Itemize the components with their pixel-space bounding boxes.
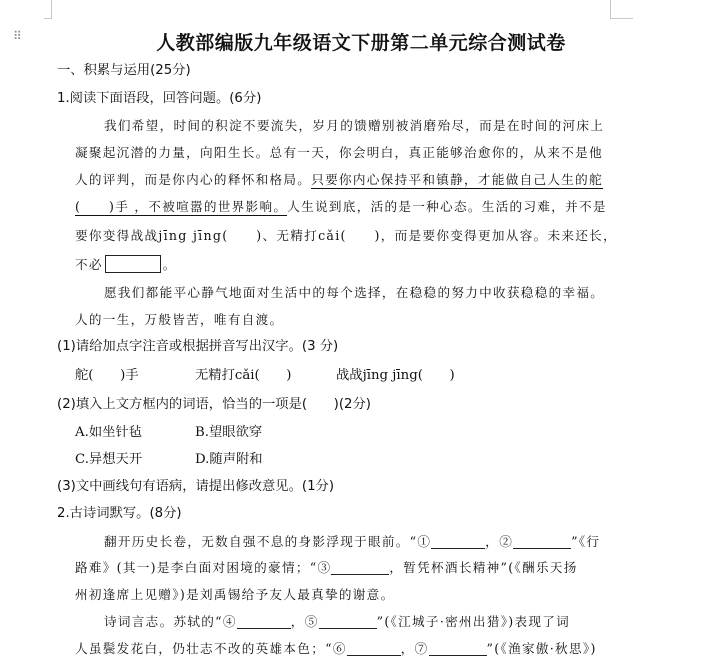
poem-line: [75, 639, 597, 659]
passage-text: 人生说到底，活的是一种心态。生活的习难，并不是: [287, 199, 607, 214]
poem-text: 人虽鬓发花白，仍壮志不改的英雄本色；“⑥: [75, 641, 347, 656]
passage-text: 人的评判，而是你内心的释怀和格局。: [75, 172, 312, 187]
poem-text: ，⑤: [290, 614, 319, 629]
sub-question-1: (1)请给加点字注音或根据拼音写出汉字。(3 分): [57, 339, 339, 354]
passage-text: 不必: [75, 257, 103, 272]
poem-text: 翻开历史长卷，无数自强不息的身影浮现于眼前。“①: [104, 534, 432, 549]
fill-blank[interactable]: [431, 534, 485, 549]
section-heading: 一、积累与运用(25分): [57, 63, 191, 78]
poem-line: [104, 612, 570, 632]
poem-text: 诗词言志。苏轼的“④: [104, 614, 237, 629]
passage-line: 凝聚起沉潜的力量，向阳生长。总有一天，你会明白，真正能够治愈你的，从来不是他: [75, 145, 603, 160]
passage-line: [75, 170, 603, 190]
poem-text: 路难》(其一)是李白面对困境的豪情；“③: [75, 560, 332, 575]
pinyin-item: 舵( )手: [75, 368, 139, 383]
passage-line: [75, 197, 607, 217]
fill-blank[interactable]: [331, 560, 389, 575]
fill-blank[interactable]: [429, 641, 487, 656]
answer-box[interactable]: [105, 255, 161, 273]
passage-text: 。: [162, 257, 177, 272]
passage-line: 要你变得战战jīng jīng( )、无精打cǎi( )，而是要你变得更加从容。未来还长，: [75, 228, 617, 243]
fill-blank[interactable]: [513, 534, 571, 549]
option-c: C.异想天开: [75, 452, 143, 467]
page-title: 人教部编版九年级语文下册第二单元综合测试卷: [156, 32, 566, 54]
fill-blank[interactable]: [347, 641, 401, 656]
option-d: D.随声附和: [195, 452, 263, 467]
question-2-heading: 2.古诗词默写。(8分): [57, 506, 182, 521]
poem-text: ”《行: [571, 534, 601, 549]
underlined-sentence: 只要你内心保持平和镇静，才能做自己人生的舵: [311, 172, 603, 187]
poem-text: ，②: [485, 534, 514, 549]
fill-blank[interactable]: [319, 614, 377, 629]
underlined-sentence: ( )手 ，不被喧嚣的世界影响。: [75, 199, 288, 214]
pinyin-item: 战战jīng jīng( ): [336, 368, 455, 383]
poem-line: [75, 558, 578, 578]
poem-line: [104, 532, 600, 552]
passage-line: 人的一生，万般皆苦，唯有自渡。: [75, 312, 284, 327]
passage-line: 我们希望，时间的积淀不要流失，岁月的馈赠别被消磨殆尽，而是在时间的河床上: [104, 118, 605, 133]
option-b: B.望眼欲穿: [195, 425, 263, 440]
poem-text: ，⑦: [400, 641, 429, 656]
passage-line: 愿我们都能平心静气地面对生活中的每个选择，在稳稳的努力中收获稳稳的幸福。: [104, 285, 605, 300]
drag-handle-icon[interactable]: ⠿: [13, 29, 21, 43]
fill-blank[interactable]: [237, 614, 291, 629]
passage-line: [75, 255, 177, 275]
poem-line: 州初逢席上见赠》)是刘禹锡给予友人最真挚的谢意。: [75, 587, 395, 602]
poem-text: ，暂凭杯酒长精神”(《酬乐天扬: [389, 560, 578, 575]
poem-text: ”(《渔家傲·秋思》): [486, 641, 597, 656]
question-1-heading: 1.阅读下面语段，回答问题。(6分): [57, 91, 262, 106]
poem-text: ”(《江城子·密州出猎》)表现了词: [376, 614, 571, 629]
sub-question-3: (3)文中画线句有语病，请提出修改意见。(1分): [57, 479, 335, 494]
sub-question-2: (2)填入上文方框内的词语，恰当的一项是( )(2分): [57, 397, 371, 412]
pinyin-item: 无精打cǎi( ): [195, 368, 292, 383]
option-a: A.如坐针毡: [75, 425, 143, 440]
